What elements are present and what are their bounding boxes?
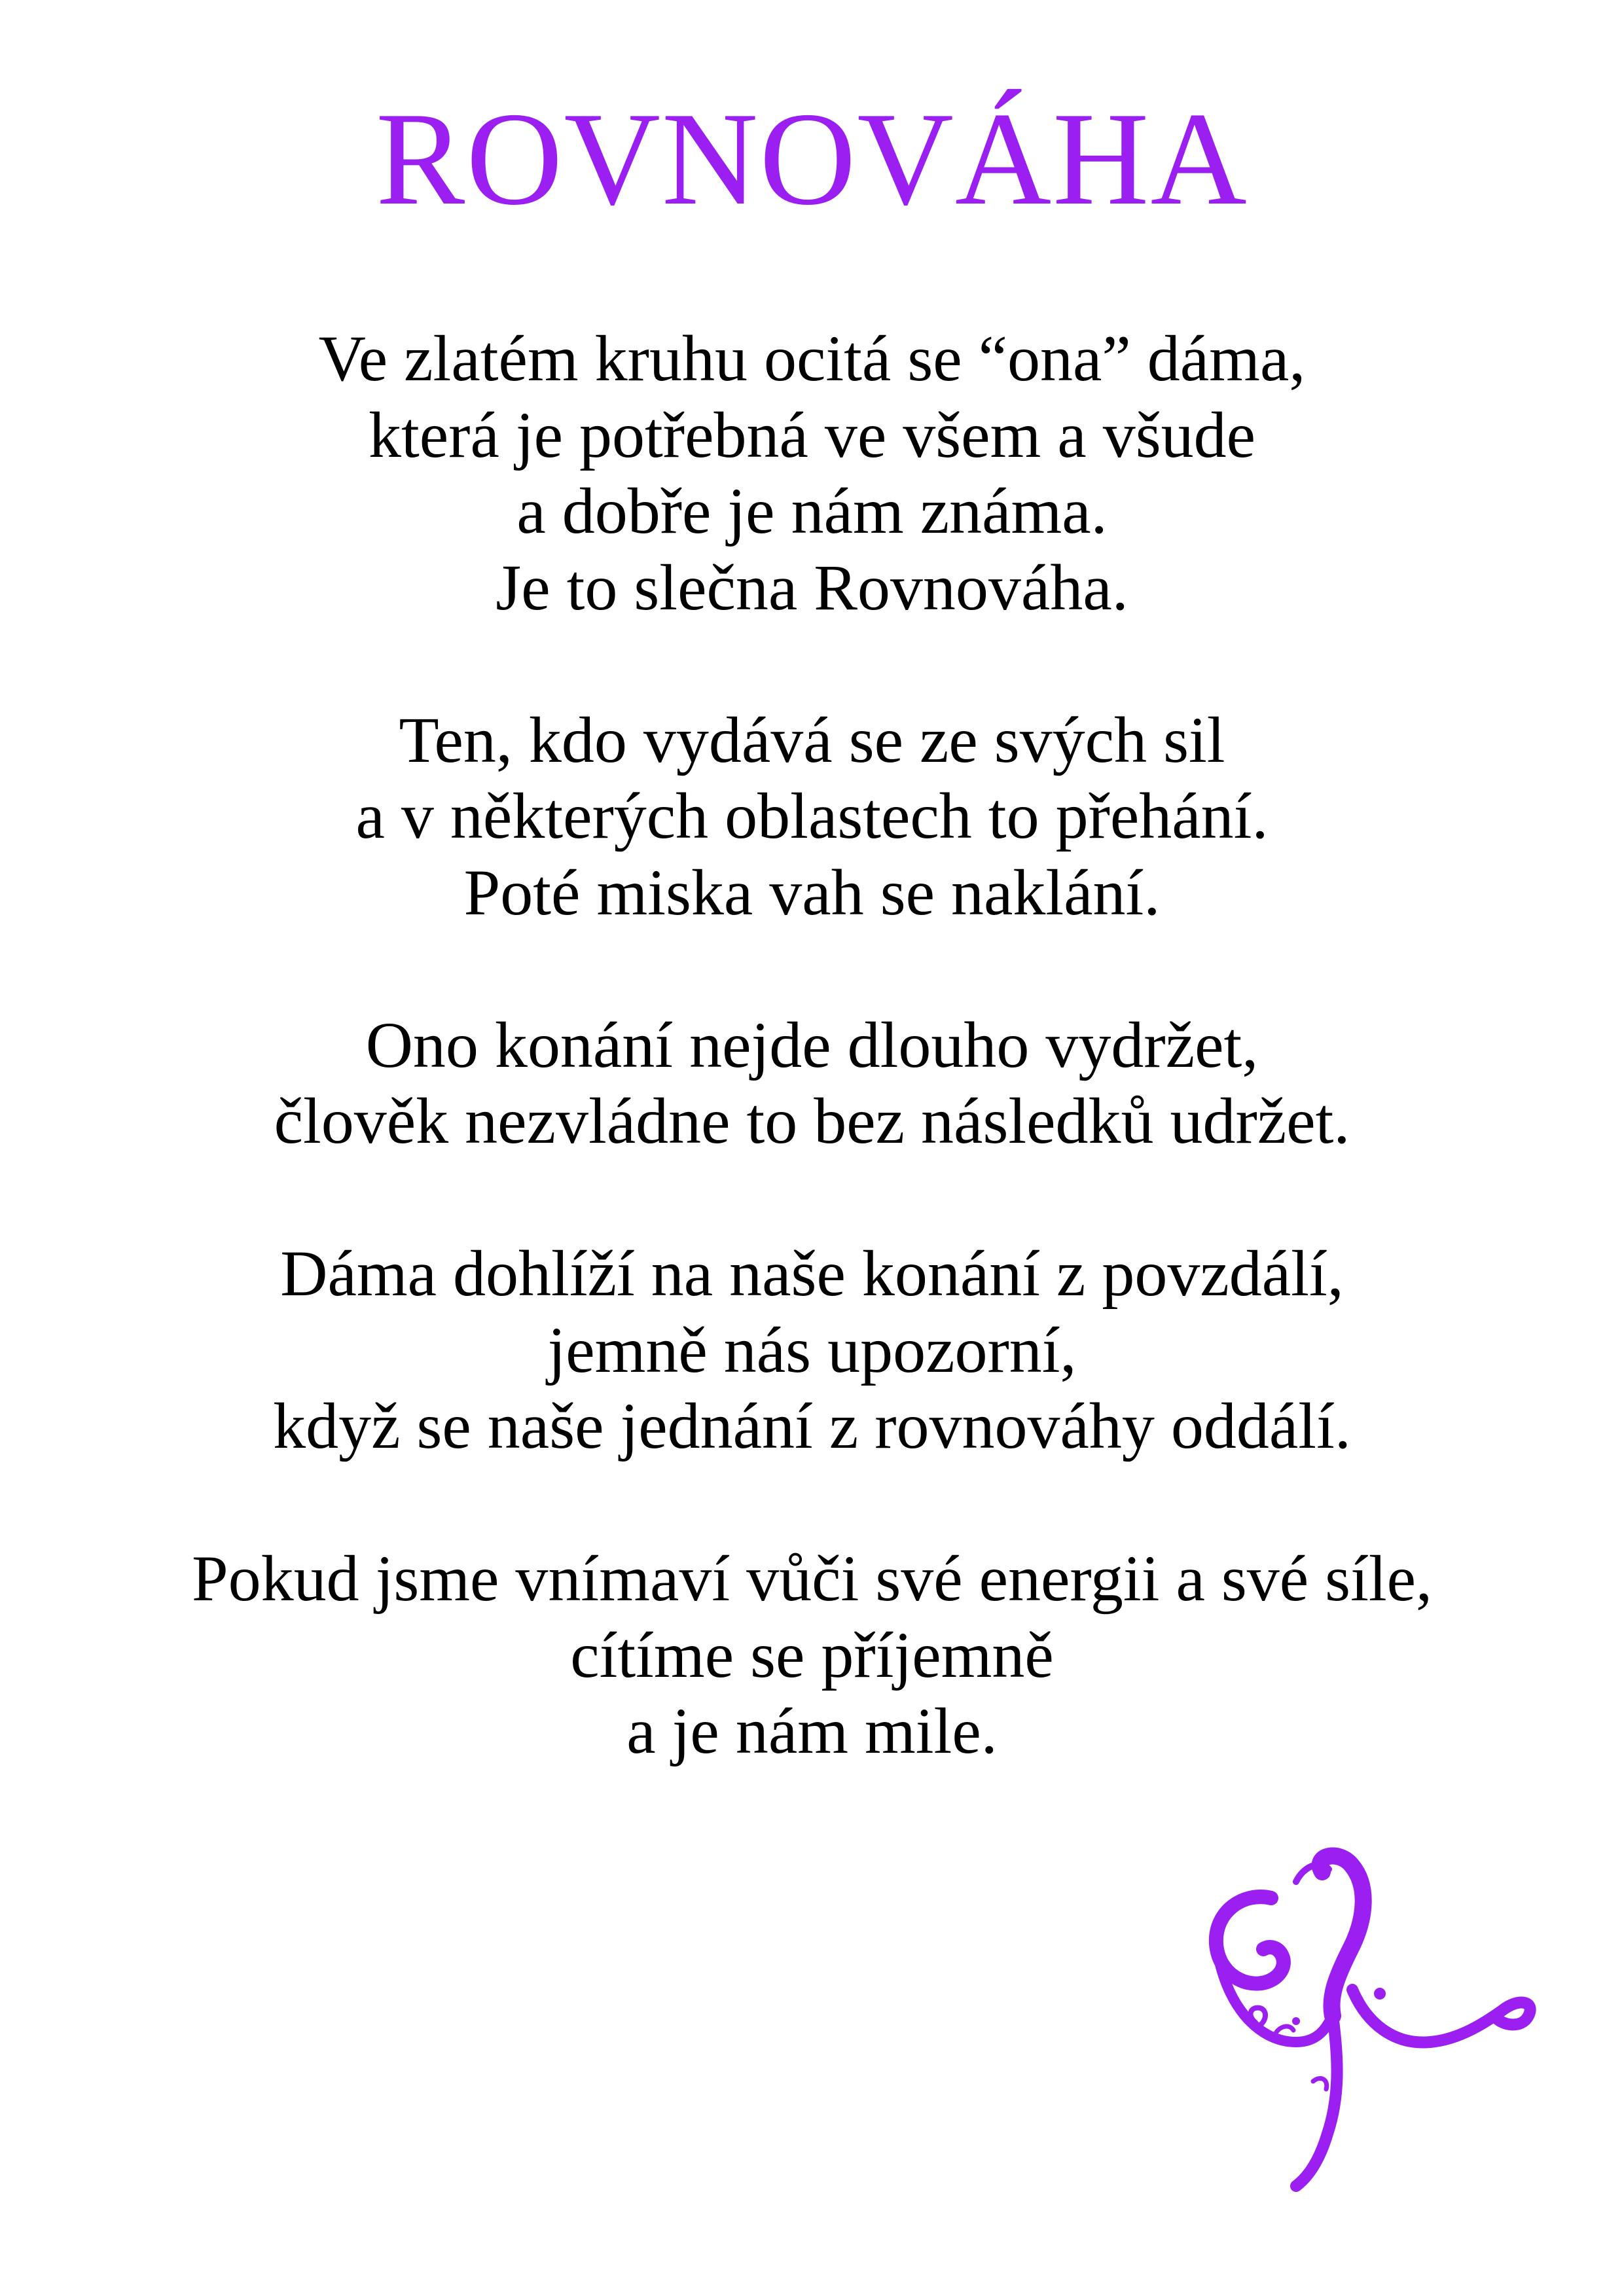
poem-line: a je nám mile. bbox=[626, 1695, 998, 1767]
poem-line: jemně nás upozorní, bbox=[547, 1313, 1077, 1386]
poem-line: a dobře je nám známa. bbox=[516, 475, 1108, 547]
poem-line: Ve zlatém kruhu ocitá se “ona” dáma, bbox=[318, 322, 1306, 395]
poem-line: Pokud jsme vnímaví vůči své energii a své síle, bbox=[191, 1542, 1433, 1615]
poem-title: ROVNOVÁHA bbox=[376, 85, 1248, 233]
poem-line: cítíme se příjemně bbox=[570, 1618, 1054, 1691]
poem-line: člověk nezvládne to bez následků udržet. bbox=[274, 1085, 1350, 1157]
signature-dot bbox=[1292, 2017, 1300, 2025]
stanza-4 bbox=[0, 1236, 1624, 1465]
stanza-3 bbox=[0, 1007, 1624, 1160]
poem-line: Ono konání nejde dlouho vydržet, bbox=[365, 1008, 1259, 1081]
stanza-5 bbox=[0, 1541, 1624, 1770]
stanza-2 bbox=[0, 702, 1624, 931]
poem-line: Dáma dohlíží na naše konání z povzdálí, bbox=[280, 1237, 1344, 1310]
poem-line: Je to slečna Rovnováha. bbox=[496, 550, 1128, 624]
signature-inner-tick bbox=[1275, 2026, 1293, 2034]
poem-body bbox=[0, 321, 1624, 1846]
signature-left-sweep bbox=[1216, 1944, 1329, 2042]
poem-line: která je potřebná ve všem a všude bbox=[368, 398, 1256, 471]
poem-line: když se naše jednání z rovnováhy oddálí. bbox=[273, 1390, 1351, 1462]
poem-line: Poté miska vah se naklání. bbox=[463, 855, 1161, 929]
calligraphic-signature-icon bbox=[1198, 1846, 1538, 2212]
stanza-1 bbox=[0, 321, 1624, 626]
signature-small-hook bbox=[1313, 2079, 1327, 2089]
poem-line: Ten, kdo vydává se ze svých sil bbox=[399, 703, 1225, 776]
signature-inner-loop bbox=[1251, 2008, 1266, 2026]
poem-line: a v některých oblastech to přehání. bbox=[355, 780, 1269, 852]
signature-dot bbox=[1374, 1988, 1386, 2000]
